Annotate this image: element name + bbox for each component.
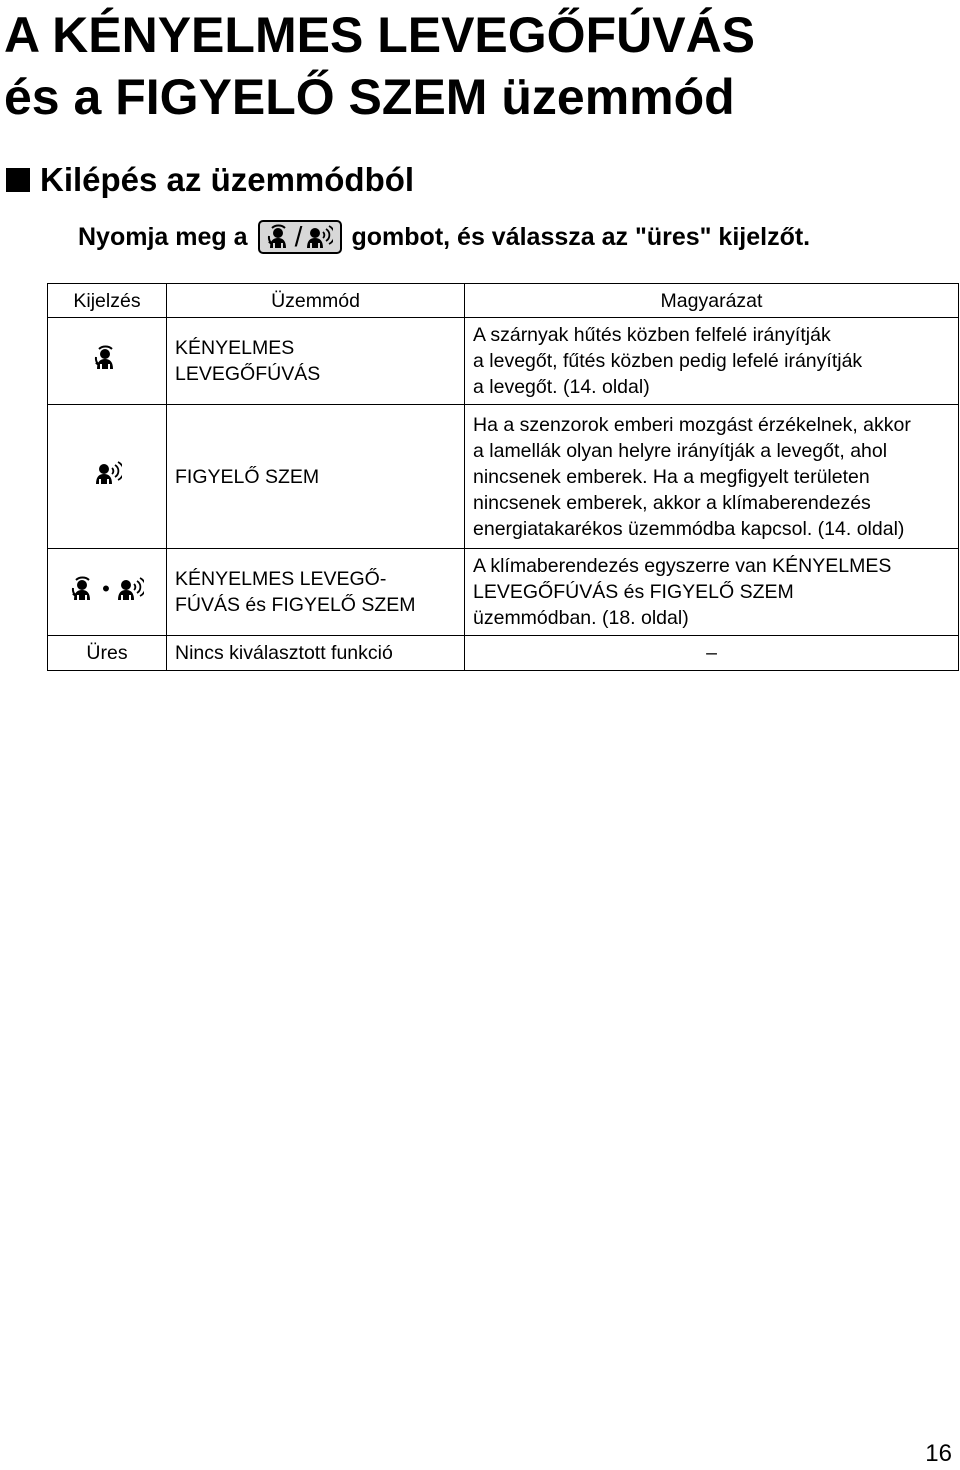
section-heading-text: Kilépés az üzemmódból	[40, 161, 415, 198]
comfort-airflow-icon	[70, 576, 98, 602]
slash-separator: /	[294, 221, 303, 252]
figyelo-szem-icon	[114, 576, 144, 602]
instruction-before: Nyomja meg a	[78, 222, 248, 251]
mode-line: FÚVÁS és FIGYELŐ SZEM	[175, 594, 416, 616]
header-display: Kijelzés	[48, 284, 167, 318]
explanation-cell	[465, 318, 959, 405]
explanation-line: a levegőt, fűtés közben pedig lefelé irányítják	[473, 350, 863, 372]
header-explanation: Magyarázat	[465, 284, 959, 318]
mode-table	[47, 283, 959, 671]
mode-cell	[167, 318, 465, 405]
figyelo-szem-icon	[92, 460, 122, 486]
explanation-line: nincsenek emberek. Ha a megfigyelt területen	[473, 465, 870, 488]
display-cell: Üres	[48, 636, 167, 671]
instruction	[78, 216, 810, 258]
table-row	[48, 318, 959, 405]
mode-cell: Nincs kiválasztott funkció	[167, 636, 465, 671]
page-title	[4, 4, 755, 128]
display-cell	[48, 318, 167, 405]
explanation-line: LEVEGŐFÚVÁS és FIGYELŐ SZEM	[473, 581, 794, 603]
title-line-1: A KÉNYELMES LEVEGŐFÚVÁS	[4, 7, 756, 63]
dot-separator-icon: •	[102, 575, 110, 601]
display-cell	[48, 549, 167, 636]
explanation-line: A szárnyak hűtés közben felfelé irányítják	[473, 324, 831, 346]
section-heading	[6, 158, 414, 202]
table-row	[48, 549, 959, 636]
mode-line: KÉNYELMES LEVEGŐ-	[175, 568, 387, 590]
table-row	[48, 405, 959, 549]
comfort-eye-button[interactable]	[258, 220, 342, 254]
title-line-2: és a FIGYELŐ SZEM üzemmód	[4, 69, 735, 125]
table-header-row	[48, 284, 959, 318]
mode-line: KÉNYELMES	[175, 337, 295, 359]
square-bullet-icon	[6, 168, 30, 192]
explanation-line: Ha a szenzorok emberi mozgást érzékelnek, akkor	[473, 413, 911, 436]
explanation-line: nincsenek emberek, akkor a klímaberendezés	[473, 491, 871, 514]
explanation-line: energiatakarékos üzemmódba kapcsol. (14. oldal)	[473, 517, 905, 540]
mode-line: FIGYELŐ SZEM	[175, 465, 320, 488]
page-number: 16	[925, 1440, 952, 1467]
explanation-cell: –	[465, 636, 959, 671]
mode-cell	[167, 549, 465, 636]
explanation-line: a lamellák olyan helyre irányítják a levegőt, ahol	[473, 439, 888, 462]
display-cell	[48, 405, 167, 549]
explanation-cell	[465, 405, 959, 549]
mode-line: LEVEGŐFÚVÁS	[175, 363, 321, 385]
explanation-line: üzemmódban. (18. oldal)	[473, 607, 689, 629]
explanation-line: A klímaberendezés egyszerre van KÉNYELMES	[473, 555, 892, 577]
comfort-airflow-icon	[93, 345, 121, 371]
mode-cell	[167, 405, 465, 549]
instruction-after: gombot, és válassza az "üres" kijelzőt.	[351, 222, 811, 251]
explanation-cell	[465, 549, 959, 636]
figyelo-szem-icon	[303, 224, 333, 250]
table-row	[48, 636, 959, 671]
header-mode: Üzemmód	[167, 284, 465, 318]
explanation-line: a levegőt. (14. oldal)	[473, 376, 650, 398]
comfort-airflow-icon	[266, 224, 294, 250]
